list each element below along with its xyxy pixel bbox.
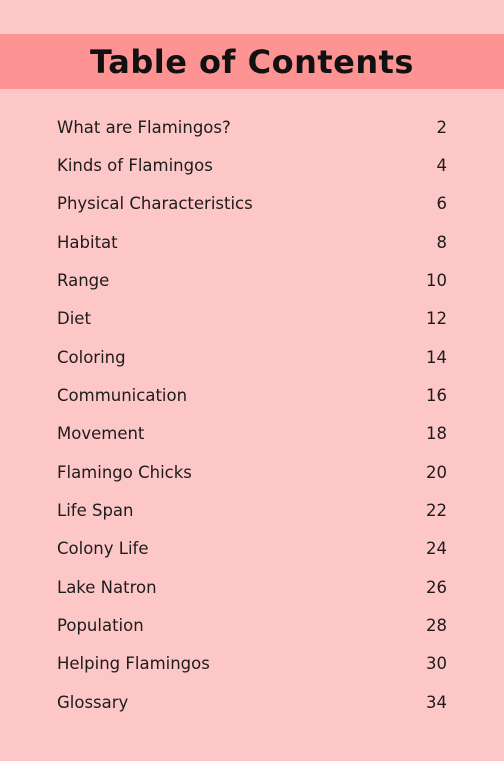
toc-entry-page-number: 8 <box>436 232 447 252</box>
toc-entry <box>57 491 447 529</box>
table-of-contents-list <box>57 108 447 722</box>
toc-entry <box>57 146 447 184</box>
toc-entry-title: Flamingo Chicks <box>57 462 192 482</box>
toc-entry-page-number: 30 <box>426 654 447 674</box>
toc-entry <box>57 415 447 453</box>
toc-entry-title: Glossary <box>57 692 129 712</box>
toc-entry <box>57 108 447 146</box>
page-title: Table of Contents <box>90 42 414 81</box>
toc-entry-page-number: 14 <box>426 347 447 367</box>
toc-entry-title: Range <box>57 271 110 291</box>
toc-entry <box>57 530 447 568</box>
toc-entry-page-number: 4 <box>436 156 447 176</box>
toc-entry <box>57 338 447 376</box>
toc-entry <box>57 453 447 491</box>
toc-entry <box>57 645 447 683</box>
toc-entry-page-number: 24 <box>426 539 447 559</box>
toc-entry <box>57 223 447 261</box>
toc-entry-page-number: 18 <box>426 424 447 444</box>
toc-entry-page-number: 6 <box>436 194 447 214</box>
toc-entry <box>57 300 447 338</box>
toc-entry <box>57 185 447 223</box>
toc-entry <box>57 606 447 644</box>
toc-entry-title: Colony Life <box>57 539 149 559</box>
toc-entry-page-number: 26 <box>426 577 447 597</box>
toc-entry-page-number: 34 <box>426 692 447 712</box>
toc-entry-page-number: 28 <box>426 616 447 636</box>
toc-entry-title: Population <box>57 616 144 636</box>
toc-entry <box>57 376 447 414</box>
toc-entry-title: Coloring <box>57 347 126 367</box>
toc-entry-title: Habitat <box>57 232 118 252</box>
toc-entry-title: Kinds of Flamingos <box>57 156 213 176</box>
toc-entry-title: Communication <box>57 386 188 406</box>
toc-entry-page-number: 16 <box>426 386 447 406</box>
toc-entry-page-number: 2 <box>436 117 447 137</box>
toc-entry-title: Lake Natron <box>57 577 157 597</box>
toc-entry <box>57 568 447 606</box>
toc-entry-title: Life Span <box>57 501 134 521</box>
toc-entry <box>57 261 447 299</box>
title-banner <box>0 34 504 89</box>
toc-entry <box>57 683 447 721</box>
toc-entry-title: Physical Characteristics <box>57 194 253 214</box>
toc-entry-page-number: 20 <box>426 462 447 482</box>
toc-entry-title: Helping Flamingos <box>57 654 210 674</box>
toc-entry-title: Movement <box>57 424 145 444</box>
toc-entry-title: Diet <box>57 309 91 329</box>
toc-entry-page-number: 12 <box>426 309 447 329</box>
toc-entry-page-number: 10 <box>426 271 447 291</box>
toc-entry-title: What are Flamingos? <box>57 117 231 137</box>
toc-entry-page-number: 22 <box>426 501 447 521</box>
